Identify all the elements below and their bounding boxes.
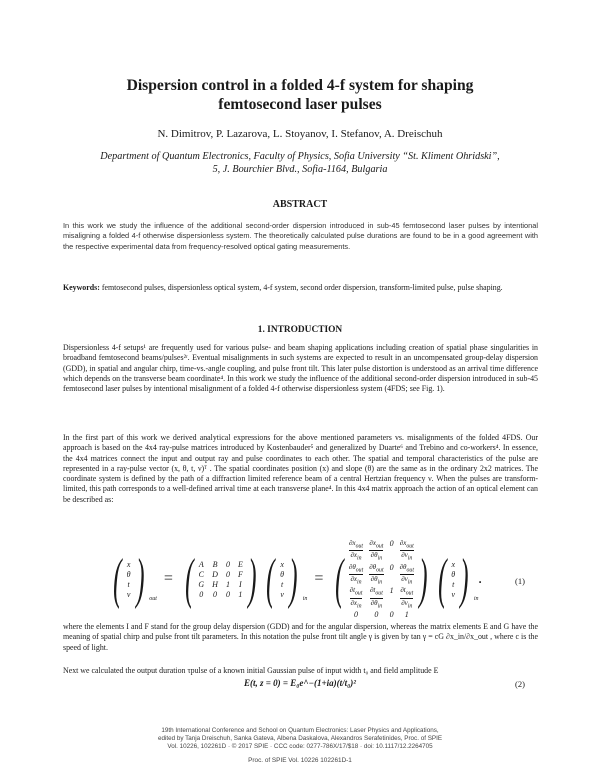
output-vector: x θ t ν bbox=[126, 559, 131, 599]
matrix-equation: ( x θ t ν ) $_{out}$ = ( A B 0 E C D 0 F G H 1 I 0 0 0 1 ) ( x θ t ν ) $_{in}$ = ( $\frac{\partial x_{out}}{\partial x_{in}}$ $\frac{\partial x_{out}}{\partial\theta_{in}}$ 0 $\frac{\partial x_{out}}{\partial\nu_{in}}$ $\frac{\partial\theta_{out}}{\partial x_{in}}$ $\frac{\partial\theta_{out}}{\partial\theta_{in}}$ 0 $\frac{\partial\theta_{out}}{\partial\nu_{in}}$ $\frac{\partial t_{out}}{\partial x_{in}}$ $\frac{\partial t_{out}}{\partial\theta_{in}}$ 1 $\frac{\partial t_{out}}{\partial\nu_{in}}$ 0 0 0 1 ) ( x θ t ν ) $_{in}$ . bbox=[113, 538, 483, 620]
input-vector: x θ t ν bbox=[280, 559, 285, 599]
title-line-2: femtosecond laser pulses bbox=[218, 96, 382, 113]
equation-1-number: (1) bbox=[515, 576, 525, 586]
page-id: Proc. of SPIE Vol. 10226 102261D-1 bbox=[248, 757, 352, 764]
abcd-matrix: A B 0 E C D 0 F G H 1 I 0 0 0 1 bbox=[198, 559, 243, 599]
abstract-heading: ABSTRACT bbox=[272, 199, 328, 210]
affiliation-line-2: 5, J. Bourchier Blvd., Sofia-1164, Bulgaria bbox=[212, 164, 388, 175]
footer bbox=[0, 727, 600, 751]
derivative-matrix: $\frac{\partial x_{out}}{\partial x_{in}}$ $\frac{\partial x_{out}}{\partial\theta_{in}}$ 0 $\frac{\partial x_{out}}{\partial\nu_{in}}$ $\frac{\partial\theta_{out}}{\partial x_{in}}$ $\frac{\partial\theta_{out}}{\partial\theta_{in}}$ 0 $\frac{\partial\theta_{out}}{\partial\nu_{in}}$ $\frac{\partial t_{out}}{\partial x_{in}}$ $\frac{\partial t_{out}}{\partial\theta_{in}}$ 1 $\frac{\partial t_{out}}{\partial\nu_{in}}$ 0 0 0 1 bbox=[348, 538, 414, 620]
input-vector-2: x θ t ν bbox=[451, 559, 456, 599]
keywords-text: femtosecond pulses, dispersionless optical system, 4-f system, second order dispersion, transform-limited pulse, pulse shaping. bbox=[101, 283, 503, 292]
equation-2-number: (2) bbox=[515, 679, 525, 689]
equation-2: E(t, z = 0) = E₀e^−(1+ia)(t/t₀)² bbox=[244, 678, 356, 688]
intro-paragraph-2: In the first part of this work we derived analytical expressions for the above mentioned parameters vs. misalignments of the folded 4FDS. Our approach is based on the 4x4 ray-pulse matrices introduced by Kostenbauder⁵ and generalized by Duarte⁶ and Trebino and co-workers⁴. In essence, the 4x4 matrices connect the input and output ray and pulse coordinates to each other. The spatial and temporal characteristics of the pulse are represented in a ray-pulse vector (x, θ, t, ν)ᵀ . The spatial coordinates position (x) and slope (θ) are the same as in the ordinary 2x2 matrices. The coordinate system is defined by the path of a diffraction limited reference beam of a central Hertzian frequency ν. When the pulses are transform-limited, this path corresponds to a well-defined arrival time at each transverse plane⁴. In this 4x4 matrix approach the action of an optical element can be described as: bbox=[63, 433, 538, 504]
intro-paragraph-1: Dispersionless 4-f setups¹ are frequently used for various pulse- and beam shaping applications including creation of spatial phase singularities in broadband femtosecond beams/pulses²ʳ. Eventual misalignments in such systems are expected to result in an uncompensated group-delay dispersion (GDD), in spatial and angular chirp, time-vs.-angle coupling, and pulse front tilt. This later pulse distortion is understood as an arrival time difference which depends on the transverse beam coordinate⁴. In this work we study the influence of the additional second-order dispersion introduced in sub-45 femtosecond laser pulses by intentional misalignment of a folded 4-f otherwise dispersionless system (4FDS; see Fig. 1). bbox=[63, 343, 538, 394]
paper-title bbox=[0, 76, 600, 114]
affiliation bbox=[0, 150, 600, 176]
after-equation-1: where the elements I and F stand for the group delay dispersion (GDD) and for the angular dispersion, whereas the matrix elements E and G have the meaning of spatial chirp and pulse front tilt parameters. In this notation the pulse front tilt angle γ is given by tan γ = cG ∂x_in/∂x_out , where c is the speed of light. bbox=[63, 622, 538, 652]
next-paragraph: Next we calculated the output duration τpulse of a known initial Gaussian pulse of input width t₀ and field amplitude E bbox=[63, 666, 439, 675]
title-line-1: Dispersion control in a folded 4-f system for shaping bbox=[126, 77, 474, 94]
footer-line-2: edited by Tanja Dreischuh, Sanka Gateva, Albena Daskalova, Alexandros Serafetinides, Proc. of SPIE bbox=[157, 735, 443, 742]
intro-heading: 1. INTRODUCTION bbox=[257, 325, 343, 335]
keywords-label: Keywords: bbox=[63, 283, 100, 292]
footer-line-3: Vol. 10226, 102261D · © 2017 SPIE · CCC code: 0277-786X/17/$18 · doi: 10.1117/12.2264705 bbox=[167, 743, 433, 750]
abstract-text: In this work we study the influence of the additional second-order dispersion introduced in sub-45 femtosecond laser pulses by intentional misaligning a folded 4-f otherwise dispersionless system. The theoretically calculated pulse durations are found to be in a good agreement with the respective experimental data from frequency-resolved optical gating measurements. bbox=[63, 221, 538, 251]
footer-line-1: 19th International Conference and School on Quantum Electronics: Laser Physics and Applications, bbox=[161, 727, 439, 734]
authors: N. Dimitrov, P. Lazarova, L. Stoyanov, I. Stefanov, A. Dreischuh bbox=[157, 128, 443, 140]
equation-1 bbox=[108, 538, 538, 620]
keywords bbox=[63, 283, 538, 293]
affiliation-line-1: Department of Quantum Electronics, Faculty of Physics, Sofia University “St. Kliment Ohridski”, bbox=[100, 151, 500, 162]
